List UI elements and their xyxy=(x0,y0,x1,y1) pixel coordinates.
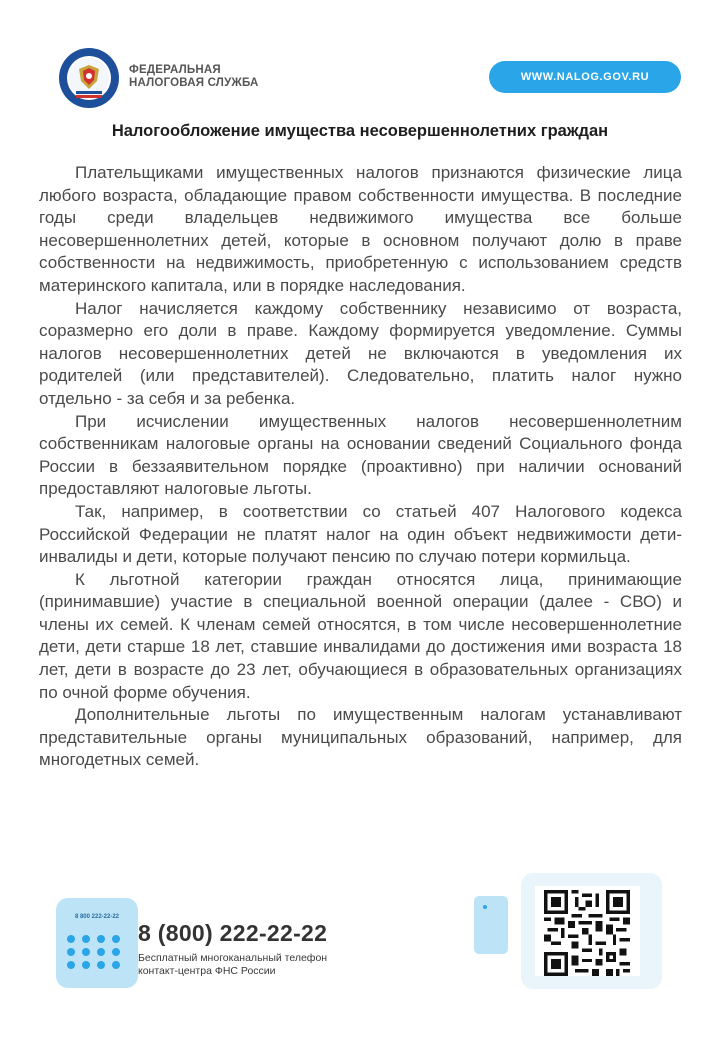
keypad-dot xyxy=(67,961,75,969)
keypad-dot xyxy=(82,935,90,943)
keypad-dot xyxy=(82,961,90,969)
paragraph: Дополнительные льготы по имущественным налогам устанавливают представительные органы муниципальных образований, например, для многодетных семей. xyxy=(39,705,682,770)
keypad-dot xyxy=(97,935,105,943)
hotline-description-line1: Бесплатный многоканальный телефон xyxy=(138,952,328,964)
paragraph: Плательщиками имущественных налогов признаются физические лица любого возраста, обладающие правом собственности имущества. В последние годы среди владельцев недвижимого имущества все больше несовершеннолетних детей, которые в основном получают долю в праве собственности на недвижимость, приобретенную с использованием средств материнского капитала, или в порядке наследования. xyxy=(39,163,682,295)
keypad-dot xyxy=(67,948,75,956)
page-title: Налогообложение имущества несовершеннолетних граждан xyxy=(111,122,609,140)
article-body xyxy=(39,162,682,772)
keypad-dot xyxy=(112,948,120,956)
keypad-dot xyxy=(97,948,105,956)
mini-phone-icon xyxy=(474,896,508,954)
header xyxy=(0,0,720,110)
phone-keypad-icon xyxy=(56,898,138,988)
qr-code-icon[interactable] xyxy=(544,890,630,976)
keypad-dot xyxy=(112,961,120,969)
footer xyxy=(0,880,720,1040)
keypad-dot xyxy=(67,935,75,943)
paragraph: Так, например, в соответствии со статьей 407 Налогового кодекса Российской Федерации не платят налог на один объект недвижимости дети-инвалиды и дети, которые получают пенсию по случаю потери кормильца. xyxy=(39,501,682,567)
website-link-button[interactable]: WWW.NALOG.GOV.RU xyxy=(489,61,681,93)
keypad-dot xyxy=(82,948,90,956)
paragraph: При исчислении имущественных налогов несовершеннолетним собственникам налоговые органы на основании сведений Социального фонда России в беззаявительном порядке (проактивно) при наличии оснований предоставляют налоговые льготы. xyxy=(39,411,682,499)
hotline-phone-number[interactable]: 8 (800) 222-22-22 xyxy=(138,920,328,946)
hotline-description xyxy=(138,952,327,978)
keypad-dots xyxy=(67,935,127,969)
agency-name-line1: ФЕДЕРАЛЬНАЯ xyxy=(129,64,221,76)
agency-name xyxy=(129,64,259,90)
paragraph: К льготной категории граждан относятся лица, принимающие (принимавшие) участие в специальной военной операции (далее - СВО) и члены их семей. К членам семей относятся, в том числе несовершеннолетние дети, дети старше 18 лет, ставшие инвалидами до достижения ими возраста 18 лет, дети в возрасте до 23 лет, обучающиеся в образовательных организациях по очной форме обучения. xyxy=(39,569,682,702)
hotline-description-line2: контакт-центра ФНС России xyxy=(138,965,276,977)
fns-emblem-icon xyxy=(58,47,120,109)
phone-card-number: 8 800 222-22-22 xyxy=(74,914,120,920)
agency-name-line2: НАЛОГОВАЯ СЛУЖБА xyxy=(129,77,259,89)
keypad-dot xyxy=(112,935,120,943)
phone-camera-dot xyxy=(483,905,487,909)
keypad-dot xyxy=(97,961,105,969)
paragraph: Налог начисляется каждому собственнику независимо от возраста, соразмерно его доли в праве. Каждому формируется уведомление. Суммы налогов несовершеннолетних детей не включаются в уведомления их родителей (или представителей). Следовательно, платить налог нужно отдельно - за себя и за ребенка. xyxy=(39,298,682,408)
